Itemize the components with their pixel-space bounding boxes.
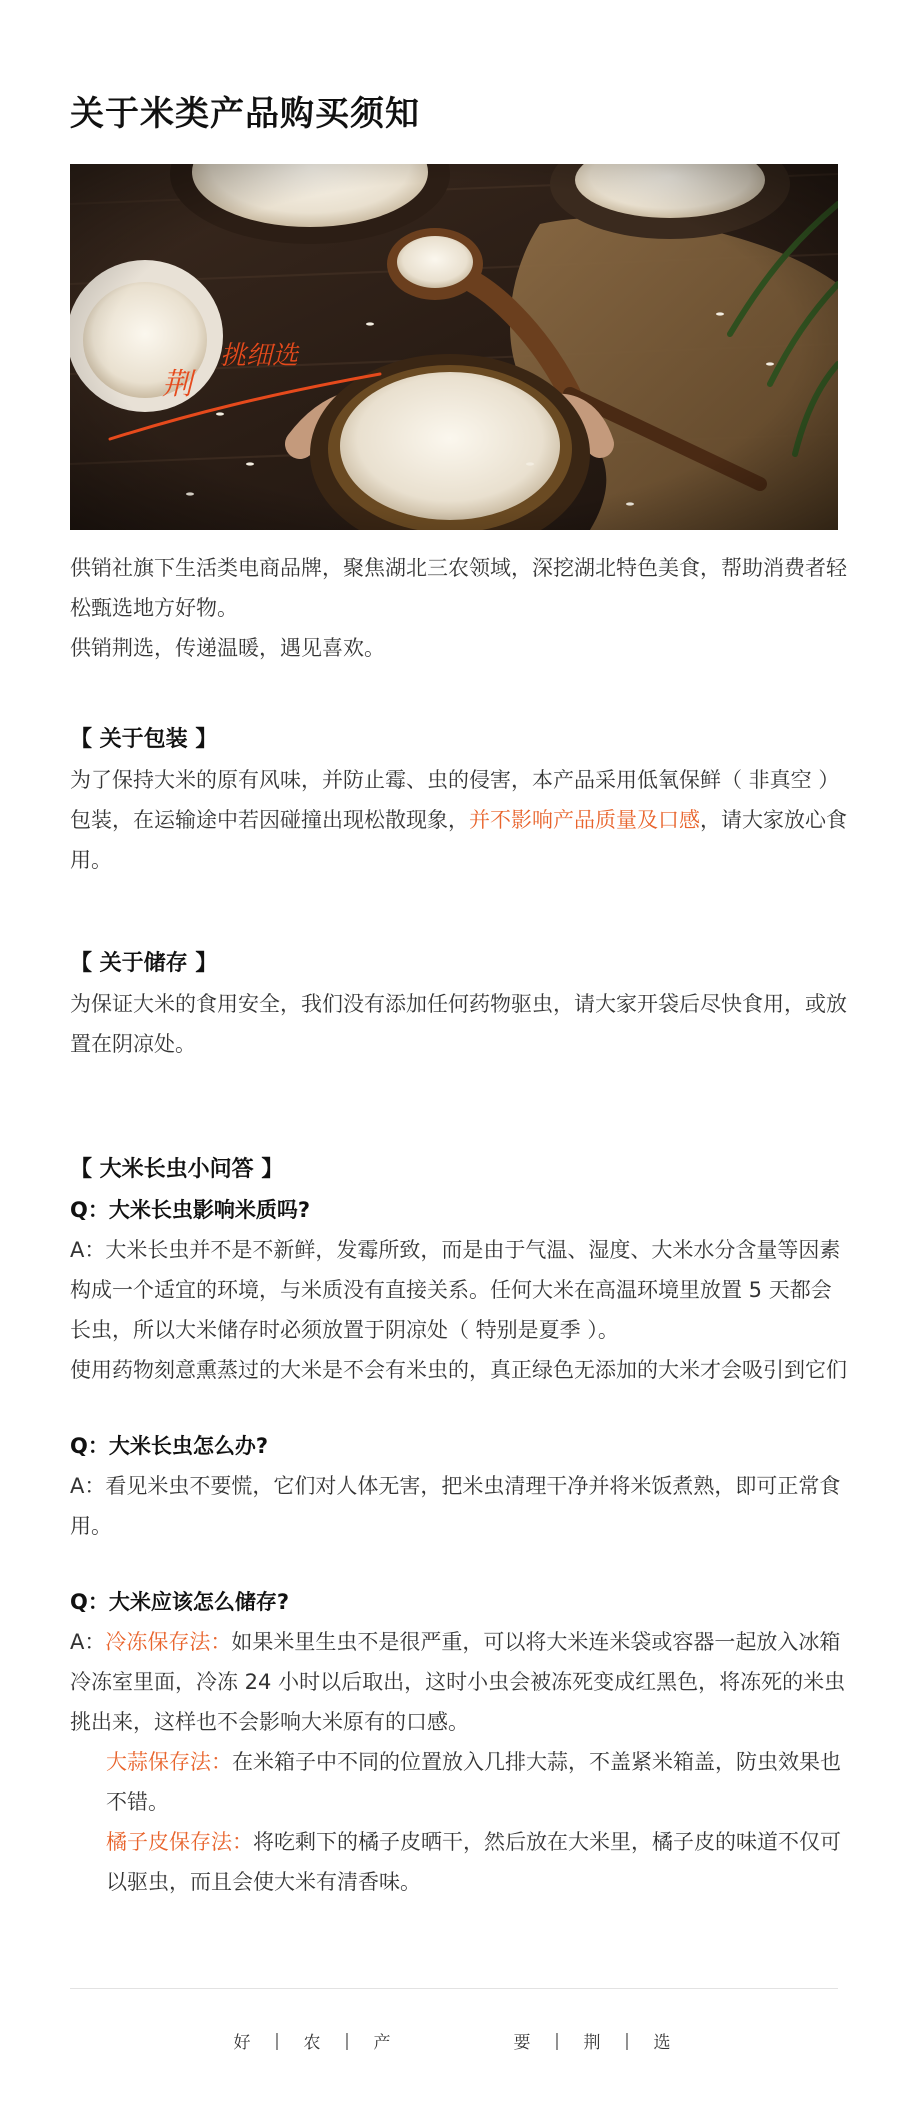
calligraphy-left: 荆 <box>162 367 192 402</box>
footer-separator: | <box>554 2030 560 2051</box>
faq-question-3: Q：大米应该怎么储存? <box>70 1590 290 1614</box>
faq-answer-2: A：看见米虫不要慌，它们对人体无害，把米虫清理干净并将米饭煮熟，即可正常食用。 <box>70 1474 841 1538</box>
packaging-text-before: 为了保持大米的原有风味，并防止霉、虫的侵害，本产品采用低氧保鲜（ 非真空 ）包装，在运输途中若因碰撞出现松散现象， <box>70 768 840 832</box>
packaging-highlight: 并不影响产品质量及口感 <box>469 808 700 832</box>
packaging-heading: 【 关于包装 】 <box>70 727 218 752</box>
footer-separator: | <box>344 2030 350 2051</box>
packaging-text-after: ，请大家放心食用。 <box>70 808 847 872</box>
page-title: 关于米类产品购买须知 <box>70 94 420 134</box>
faq-heading: 【 大米长虫小问答 】 <box>70 1157 284 1182</box>
footer-char: 要 <box>513 2033 531 2053</box>
footer-slogan <box>0 2028 900 2058</box>
faq-question-2: Q：大米长虫怎么办? <box>70 1434 269 1458</box>
method-freeze-text: 如果米里生虫不是很严重，可以将大米连米袋或容器一起放入冰箱冷冻室里面，冷冻 24 小时以后取出，这时小虫会被冻死变成红黑色，将冻死的米虫挑出来，这样也不会影响大米原有的口感。 <box>70 1630 846 1734</box>
footer-char: 农 <box>303 2033 321 2053</box>
footer-char: 好 <box>233 2033 251 2053</box>
footer-char: 选 <box>653 2033 671 2053</box>
intro-line-1: 供销社旗下生活类电商品牌，聚焦湖北三农领域，深挖湖北特色美食，帮助消费者轻松甄选地方好物。 <box>70 556 847 620</box>
footer-slogan-right <box>510 2028 674 2053</box>
footer-divider <box>70 1988 838 1989</box>
faq-answer-1b: 使用药物刻意熏蒸过的大米是不会有米虫的，真正绿色无添加的大米才会吸引到它们 <box>70 1358 847 1382</box>
method-orange-peel-name: 橘子皮保存法： <box>106 1830 253 1854</box>
faq-method-freeze <box>70 1622 850 1742</box>
calligraphy-right: 挑细选 <box>220 341 299 371</box>
rice-photo <box>70 164 838 530</box>
packaging-text <box>70 760 850 880</box>
intro-line-2: 供销荆选，传递温暖，遇见喜欢。 <box>70 636 385 660</box>
answer-prefix: A： <box>70 1630 106 1654</box>
faq-answer-1: A：大米长虫并不是不新鲜，发霉所致，而是由于气温、湿度、大米水分含量等因素构成一个适宜的环境，与米质没有直接关系。任何大米在高温环境里放置 5 天都会长虫，所以大米储存时必须放置于阴凉处（ 特别是夏季 ）。 <box>70 1238 841 1342</box>
footer-separator: | <box>274 2030 280 2051</box>
faq-method-orange-peel <box>70 1822 850 1902</box>
method-freeze-name: 冷冻保存法： <box>105 1630 232 1654</box>
storage-text: 为保证大米的食用安全，我们没有添加任何药物驱虫，请大家开袋后尽快食用，或放置在阴凉处。 <box>70 992 847 1056</box>
faq-question-1: Q：大米长虫影响米质吗? <box>70 1198 311 1222</box>
method-orange-peel-text: 将吃剩下的橘子皮晒干，然后放在大米里，橘子皮的味道不仅可以驱虫，而且会使大米有清香味。 <box>106 1830 841 1894</box>
hero-image <box>70 164 838 530</box>
footer-slogan-left <box>230 2028 394 2053</box>
footer-separator: | <box>624 2030 630 2051</box>
faq-method-garlic <box>70 1742 850 1822</box>
footer-char: 产 <box>373 2033 391 2053</box>
article-body <box>70 548 850 1902</box>
footer-char: 荆 <box>583 2033 601 2053</box>
method-garlic-name: 大蒜保存法： <box>106 1750 232 1774</box>
method-garlic-text: 在米箱子中不同的位置放入几排大蒜，不盖紧米箱盖，防虫效果也不错。 <box>106 1750 841 1814</box>
storage-heading: 【 关于储存 】 <box>70 951 218 976</box>
